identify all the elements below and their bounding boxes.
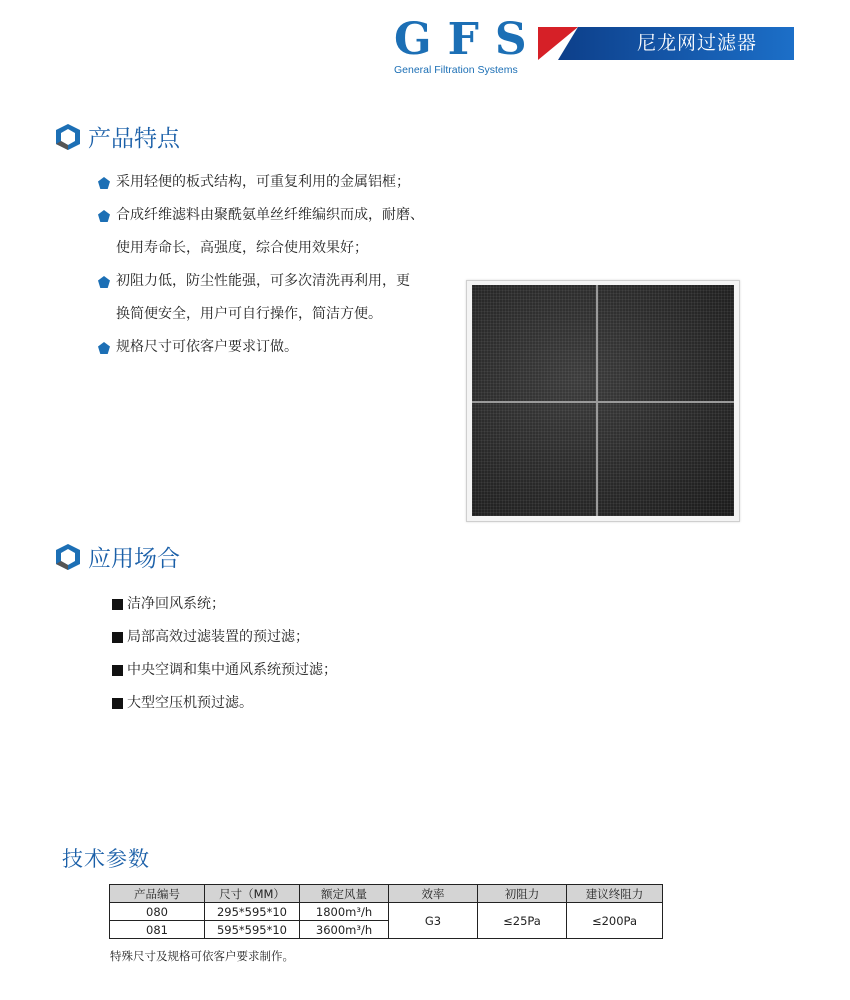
- pentagon-bullet-icon: [98, 210, 110, 222]
- applications-title: 应用场合: [88, 546, 180, 572]
- col-header-initial-resistance: 初阻力: [478, 885, 567, 903]
- col-header-efficiency: 效率: [389, 885, 478, 903]
- col-header-code: 产品编号: [110, 885, 205, 903]
- tech-params-table: [109, 884, 663, 939]
- cell-code: 080: [110, 903, 205, 921]
- logo-letter-s: S: [494, 14, 529, 65]
- application-list: [112, 588, 337, 720]
- features-heading: [54, 120, 180, 153]
- application-text: 局部高效过滤装置的预过滤；: [127, 629, 309, 645]
- feature-line: 使用寿命长，高强度，综合使用效果好；: [116, 240, 368, 256]
- frame-bar-horizontal: [472, 401, 734, 403]
- gfs-logo: [394, 14, 529, 76]
- table-header-row: [110, 885, 663, 903]
- application-item: [112, 654, 337, 687]
- hexagon-icon: [54, 122, 82, 152]
- feature-line: 合成纤维滤料由聚酰氨单丝纤维编织而成，耐磨、: [116, 207, 424, 223]
- features-title: 产品特点: [88, 126, 180, 152]
- feature-line: 规格尺寸可依客户要求订做。: [116, 339, 298, 355]
- banner-title: 尼龙网过滤器: [636, 32, 757, 54]
- feature-line: 换简便安全，用户可自行操作，简洁方便。: [116, 306, 382, 322]
- feature-line: 采用轻便的板式结构，可重复利用的金属铝框；: [116, 174, 410, 190]
- feature-list: [98, 166, 458, 364]
- feature-item: [98, 265, 458, 331]
- hexagon-icon: [54, 542, 82, 572]
- application-item: [112, 588, 337, 621]
- application-text: 大型空压机预过滤。: [127, 695, 253, 711]
- col-header-size: 尺寸（MM）: [205, 885, 300, 903]
- cell-airflow: 1800m³/h: [300, 903, 389, 921]
- feature-item: [98, 331, 458, 364]
- pentagon-bullet-icon: [98, 177, 110, 189]
- application-text: 洁净回风系统；: [127, 596, 225, 612]
- cell-size: 595*595*10: [205, 921, 300, 939]
- cell-initial-resistance: ≤25Pa: [478, 903, 567, 939]
- applications-heading: [54, 540, 180, 573]
- cell-airflow: 3600m³/h: [300, 921, 389, 939]
- title-banner: [538, 27, 794, 60]
- cell-code: 081: [110, 921, 205, 939]
- square-bullet-icon: [112, 665, 123, 676]
- cell-final-resistance: ≤200Pa: [567, 903, 663, 939]
- cell-efficiency: G3: [389, 903, 478, 939]
- feature-line: 初阻力低，防尘性能强，可多次清洗再利用，更: [116, 273, 410, 289]
- pentagon-bullet-icon: [98, 342, 110, 354]
- feature-item: [98, 166, 458, 199]
- col-header-airflow: 额定风量: [300, 885, 389, 903]
- feature-item: [98, 199, 458, 265]
- custom-size-note: 特殊尺寸及规格可依客户要求制作。: [110, 949, 294, 963]
- application-item: [112, 621, 337, 654]
- application-item: [112, 687, 337, 720]
- logo-subtitle: General Filtration Systems: [394, 64, 518, 76]
- square-bullet-icon: [112, 698, 123, 709]
- logo-letters: [394, 14, 529, 65]
- pentagon-bullet-icon: [98, 276, 110, 288]
- square-bullet-icon: [112, 599, 123, 610]
- col-header-final-resistance: 建议终阻力: [567, 885, 663, 903]
- table-row: [110, 903, 663, 921]
- tech-params-title: 技术参数: [62, 847, 150, 871]
- square-bullet-icon: [112, 632, 123, 643]
- nylon-filter-photo: [466, 280, 740, 522]
- logo-letter-g: G: [394, 14, 434, 65]
- application-text: 中央空调和集中通风系统预过滤；: [127, 662, 337, 678]
- logo-letter-f: F: [447, 14, 481, 65]
- cell-size: 295*595*10: [205, 903, 300, 921]
